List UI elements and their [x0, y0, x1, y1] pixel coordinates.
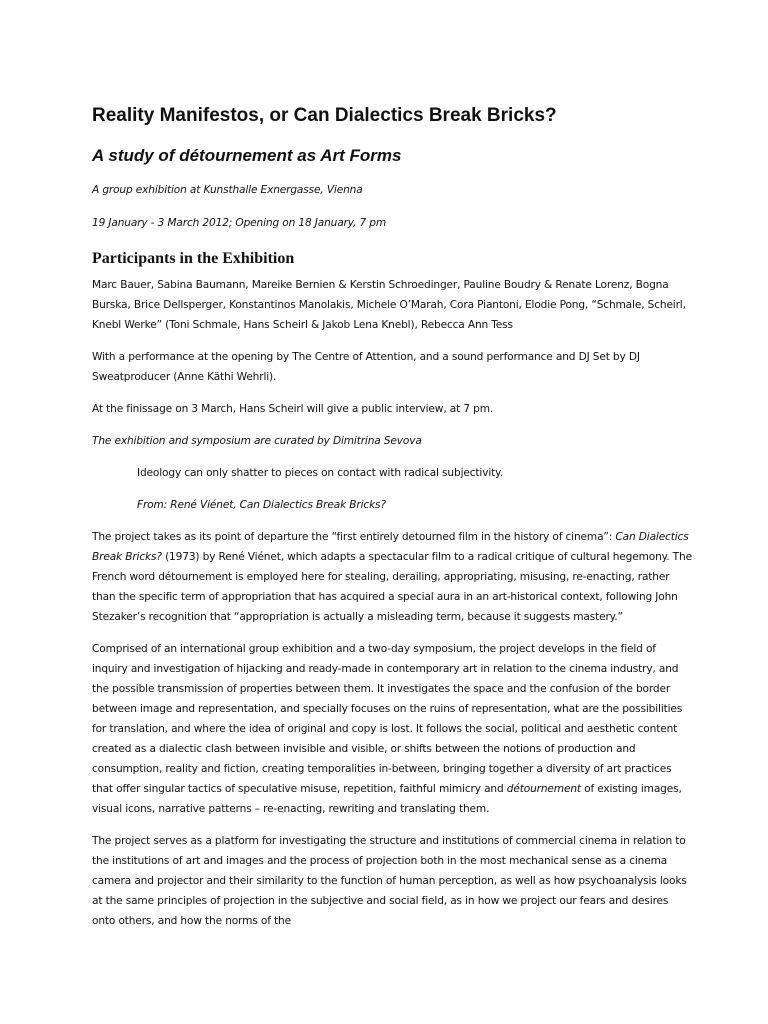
project-paragraph-3: The project serves as a platform for investigating the structure and institutions of commercial cinema in relation to the institutions of art and images and the process of projection both in the most mechanical sense as a cinema camera and projector and their similarity to the function of human perception, as well as how psychoanalysis looks at the same principles of projection in the subjective and social field, as in how we project our fears and desires onto others, and how the norms of the	[92, 835, 687, 927]
epigraph	[137, 463, 692, 515]
project-paragraph-2-before: Comprised of an international group exhibition and a two-day symposium, the project develops in the field of inquiry and investigation of hijacking and ready-made in contemporary art in relation to the cinema industry, and the possible transmission of properties between them. It investigates the space and the confusion of the border between image and representation, and specially focuses on the ruins of representation, what are the possibilities for translation, and where the idea of original and copy is lost. It follows the social, political and aesthetic content created as a dialectic clash between invisible and visible, or shifts between the notions of production and consumption, reality and fiction, creating temporalities in-between, bringing together a diversity of art practices that offer singular tactics of speculative misuse, repetition, faithful mimicry and	[92, 643, 683, 795]
project-paragraph-1-intro: The project takes as its point of departure the “first entirely detourned film in the history of cinema”:	[92, 531, 616, 543]
document-page	[92, 104, 692, 931]
exhibition-dates: 19 January - 3 March 2012; Opening on 18 January, 7 pm	[92, 217, 387, 229]
document-subtitle: A study of détournement as Art Forms	[92, 146, 402, 165]
participants-heading: Participants in the Exhibition	[92, 250, 295, 267]
curator-credit: The exhibition and symposium are curated by Dimitrina Sevova	[92, 435, 422, 447]
exhibition-venue: A group exhibition at Kunsthalle Exnergasse, Vienna	[92, 184, 363, 196]
project-paragraph-1-rest: (1973) by René Viénet, which adapts a spectacular film to a radical critique of cultural hegemony. The French word détournement is employed here for stealing, derailing, appropriating, misusing, re-enacting, rather than the specific term of appropriation that has acquired a special aura in an art-historical context, following John Stezaker’s recognition that “appropriation is actually a misleading term, because it suggests mastery.”	[92, 551, 692, 623]
performance-paragraph: With a performance at the opening by The Centre of Attention, and a sound performance and DJ Set by DJ Sweatproducer (Anne Käthi Wehrli).	[92, 351, 640, 383]
participants-list: Marc Bauer, Sabina Baumann, Mareike Bernien & Kerstin Schroedinger, Pauline Boudry & Renate Lorenz, Bogna Burska, Brice Dellsperger, Konstantinos Manolakis, Michele O’Marah, Cora Piantoni, Elodie Pong, “Schmale, Scheirl, Knebl Werke” (Toni Schmale, Hans Scheirl & Jakob Lena Knebl), Rebecca Ann Tess	[92, 279, 686, 331]
project-paragraph-1	[92, 527, 692, 627]
project-paragraph-2-after: of existing images, visual icons, narrative patterns – re-enacting, rewriting and translating them.	[92, 783, 682, 815]
film-title: Can Dialectics Break Bricks?	[92, 531, 689, 563]
project-paragraph-2	[92, 639, 692, 819]
epigraph-source: From: René Viénet, Can Dialectics Break Bricks?	[137, 499, 386, 511]
document-title: Reality Manifestos, or Can Dialectics Break Bricks?	[92, 105, 557, 126]
finissage-paragraph: At the finissage on 3 March, Hans Scheirl will give a public interview, at 7 pm.	[92, 403, 494, 415]
epigraph-quote: Ideology can only shatter to pieces on contact with radical subjectivity.	[137, 467, 503, 479]
detournement-emphasis: détournement	[506, 783, 581, 795]
